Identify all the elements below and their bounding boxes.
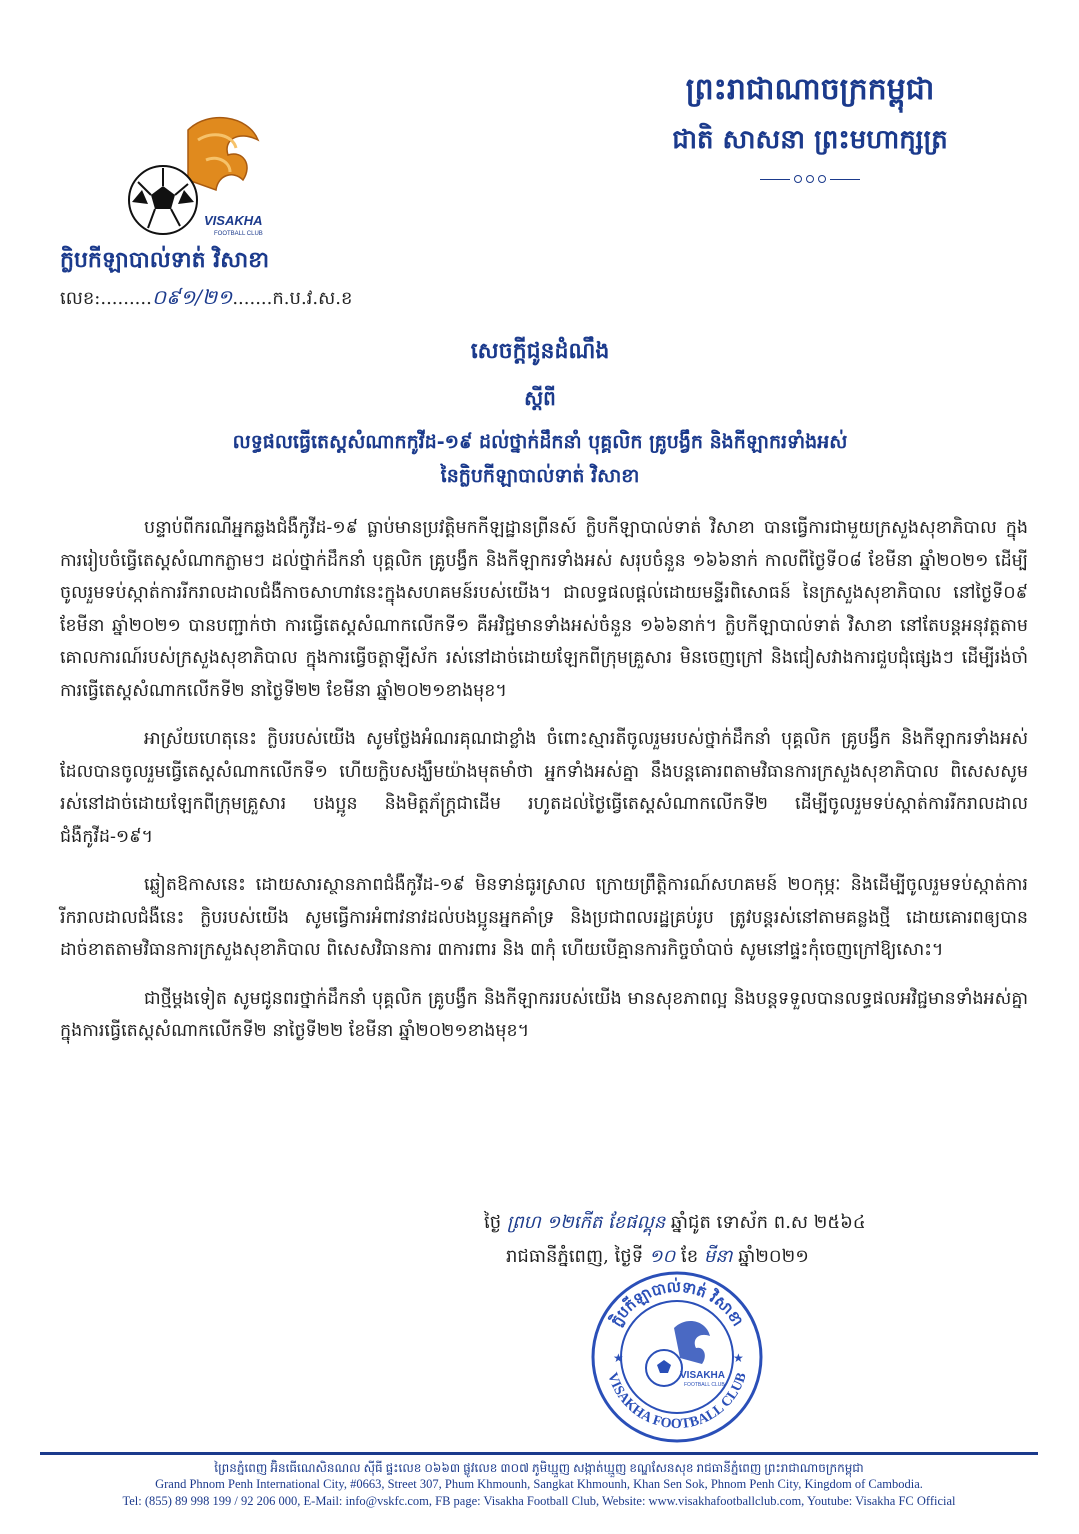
reference-handwritten: ០៩១/២១ bbox=[151, 285, 233, 309]
lunar-date-handwritten: ព្រហ ១២កើត ខែផល្គុន bbox=[506, 1212, 666, 1233]
svg-text:★: ★ bbox=[613, 1351, 624, 1365]
kingdom-header bbox=[640, 70, 980, 184]
subject-line-2: នៃក្លិបកីឡាបាល់ទាត់ វិសាខា bbox=[440, 465, 640, 487]
letter-titles bbox=[60, 335, 1020, 493]
letter-body bbox=[60, 512, 1028, 1064]
footer-address-en: Grand Phnom Penh International City, #0663, Street 307, Phum Khmounh, Sangkat Khmounh, Khan Sen Sok, Phnom Penh City, Kingdom of Cambodia. bbox=[155, 1477, 923, 1491]
seal-inner-sub: FOOTBALL CLUB bbox=[684, 1382, 725, 1388]
ornament-divider bbox=[640, 174, 980, 184]
club-seal-stamp bbox=[588, 1268, 766, 1446]
footer-divider bbox=[40, 1452, 1038, 1455]
footer-contact: Tel: (855) 89 998 199 / 92 206 000, E-Mail: info@vskfc.com, FB page: Visakha Football Club, Website: www.visakhafootballclub.com, Youtube: Visakha FC Official bbox=[122, 1494, 956, 1508]
logo-wordmark: VISAKHA bbox=[204, 213, 263, 228]
football-flame-icon bbox=[118, 110, 288, 240]
main-title: សេចក្តីជូនដំណឹង bbox=[470, 339, 610, 364]
reference-suffix: ក.ប.វ.ស.ខ bbox=[272, 288, 353, 309]
club-name-kh: ក្លិបកីឡាបាល់ទាត់ វិសាខា bbox=[60, 248, 270, 273]
logo-subtext: FOOTBALL CLUB bbox=[214, 231, 263, 237]
reference-number: លេខ:.........០៩១/២១.......ក.ប.វ.ស.ខ bbox=[60, 285, 353, 309]
seal-top-text: ក្លិបកីឡាបាល់ទាត់ វិសាខា bbox=[606, 1277, 747, 1330]
footer-address-kh: ព្រៃនភ្នំពេញ អ៊ិនធើណេសិនណល ស៊ីធី ផ្ទះលេខ ០៦៦៣ ផ្លូវលេខ ៣០៧ ភូមិឃ្មួញ សង្កាត់ឃ្មួញ ខណ្ឌសែនសុខ រាជធានីភ្នំពេញ ព្រះរាជាណាចក្រកម្ពុជា bbox=[214, 1461, 864, 1475]
paragraph-2: អាស្រ័យហេតុនេះ ក្លិបរបស់យើង សូមថ្លែងអំណរគុណជាខ្លាំង ចំពោះស្មារតីចូលរួមរបស់ថ្នាក់ដឹកនាំ បុគ្គលិក គ្រូបង្វឹក និងកីឡាករទាំងអស់ ដែលបានចូលរួមធ្វើតេស្តសំណាកលើកទី១ ហើយក្លិបសង្ឃឹមយ៉ាងមុតមាំថា អ្នកទាំងអស់គ្នា នឹងបន្តគោរពតាមវិធានការក្រសួងសុខាភិបាល ពិសេសសូមរស់នៅដាច់ដោយឡែកពីក្រុមគ្រួសារ បងប្អូន និងមិត្តភ័ក្ត្រជាដើម រហូតដល់ថ្ងៃធ្វើតេស្តសំណាកលើកទី២ ដើម្បីចូលរួមទប់ស្កាត់ការរីករាលដាលជំងឺកូវីដ-១៩។ bbox=[60, 729, 1028, 847]
reference-prefix: លេខ: bbox=[60, 288, 101, 309]
about-label: ស្តីពី bbox=[524, 386, 556, 410]
date-block bbox=[484, 1206, 954, 1274]
subject-line-1: លទ្ធផលធ្វើតេស្តសំណាកកូវីដ-១៩ ដល់ថ្នាក់ដឹកនាំ បុគ្គលិក គ្រូបង្វឹក និងកីឡាករទាំងអស់ bbox=[232, 431, 848, 453]
solar-date: រាជធានីភ្នំពេញ, ថ្ងៃទី ១០ ខែ មីនា ឆ្នាំ២០២១ bbox=[506, 1246, 809, 1267]
solar-month-handwritten: មីនា bbox=[703, 1246, 733, 1267]
lunar-date: ថ្ងៃ ព្រហ ១២កើត ខែផល្គុន ឆ្នាំជូត ទោស័ក ព.ស ២៥៦៤ bbox=[484, 1212, 866, 1233]
national-motto: ជាតិ សាសនា ព្រះមហាក្សត្រ bbox=[672, 125, 948, 155]
kingdom-title: ព្រះរាជាណាចក្រកម្ពុជា bbox=[685, 72, 935, 107]
paragraph-3: ឆ្លៀតឱកាសនេះ ដោយសារស្ថានភាពជំងឺកូវីដ-១៩ មិនទាន់ធូរស្រាល ក្រោយព្រឹត្តិការណ៍សហគមន៍ ២០កុម្ភៈ និងដើម្បីចូលរួមទប់ស្កាត់ការរីករាលដាលជំងឺនេះ ក្លិបរបស់យើង សូមធ្វើការអំពាវនាវដល់បងប្អូនអ្នកគាំទ្រ និងប្រជាពលរដ្ឋគ្រប់រូប ត្រូវបន្តរស់នៅតាមគន្លងថ្មី ដោយគោរពឲ្យបានដាច់ខាតតាមវិធានការក្រសួងសុខាភិបាល ពិសេសវិធានការ ៣ការពារ និង ៣កុំ ហើយបើគ្មានការកិច្ចចាំបាច់ សូមនៅផ្ទះកុំចេញក្រៅឱ្យសោះ។ bbox=[60, 875, 1028, 960]
seal-icon bbox=[588, 1268, 766, 1446]
svg-text:★: ★ bbox=[733, 1351, 744, 1365]
club-logo bbox=[118, 110, 288, 240]
seal-bottom-text: VISAKHA FOOTBALL CLUB bbox=[604, 1370, 750, 1433]
paragraph-1: បន្ទាប់ពីករណីអ្នកឆ្លងជំងឺកូវីដ-១៩ ធ្លាប់មានប្រវត្តិមកកីឡដ្ឋានព្រីនស៍ ក្លិបកីឡាបាល់ទាត់ វិសាខា បានធ្វើការជាមួយក្រសួងសុខាភិបាល ក្នុងការរៀបចំធ្វើតេស្តសំណាកភ្លាមៗ ដល់ថ្នាក់ដឹកនាំ បុគ្គលិក គ្រូបង្វឹក និងកីឡាករទាំងអស់ សរុបចំនួន ១៦៦នាក់ កាលពីថ្ងៃទី០៨ ខែមីនា ឆ្នាំ២០២១ ដើម្បីចូលរួមទប់ស្កាត់ការរីករាលដាលជំងឺកាចសាហាវនេះក្នុងសហគមន៍របស់យើង។ ជាលទ្ធផលផ្តល់ដោយមន្ទីរពិសោធន៍ នៃក្រសួងសុខាភិបាល នៅថ្ងៃទី០៩ ខែមីនា ឆ្នាំ២០២១ បានបញ្ជាក់ថា ការធ្វើតេស្តសំណាកលើកទី១ គឺអវិជ្ជមានទាំងអស់ចំនួន ១៦៦នាក់។ ក្លិបកីឡាបាល់ទាត់ វិសាខា នៅតែបន្តអនុវត្តតាមគោលការណ៍របស់ក្រសួងសុខាភិបាល ក្នុងការធ្វើចត្តាឡីស័ក រស់នៅដាច់ដោយឡែកពីក្រុមគ្រួសារ មិនចេញក្រៅ និងជៀសវាងការជួបជុំផ្សេងៗ ដើម្បីរង់ចាំការធ្វើតេស្តសំណាកលើកទី២ នាថ្ងៃទី២២ ខែមីនា ឆ្នាំ២០២១ខាងមុខ។ bbox=[60, 518, 1028, 701]
paragraph-4: ជាថ្មីម្តងទៀត សូមជូនពរថ្នាក់ដឹកនាំ បុគ្គលិក គ្រូបង្វឹក និងកីឡាកររបស់យើង មានសុខភាពល្អ និងបន្តទទួលបានលទ្ធផលអវិជ្ជមានទាំងអស់គ្នា ក្នុងការធ្វើតេស្តសំណាកលើកទី២ នាថ្ងៃទី២២ ខែមីនា ឆ្នាំ២០២១ខាងមុខ។ bbox=[60, 988, 1028, 1041]
letter-footer bbox=[40, 1460, 1038, 1510]
seal-inner-text: VISAKHA bbox=[680, 1370, 726, 1381]
solar-day-handwritten: ១០ bbox=[648, 1246, 676, 1267]
